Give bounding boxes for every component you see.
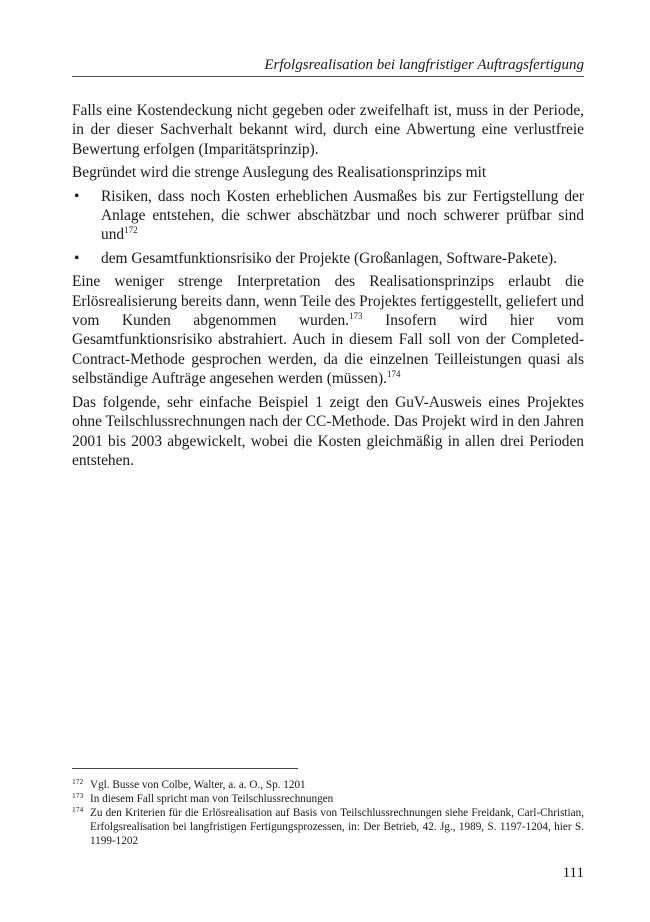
- list-item-risks: [72, 187, 584, 245]
- footnote-ref-174: 174: [386, 369, 401, 380]
- footnote-172: [72, 778, 584, 792]
- running-header: Erfolgsrealisation bei langfristiger Auftragsfertigung: [72, 56, 584, 77]
- paragraph-text: Insofern wird hier vom Gesamtfunktionsrisiko abstrahiert. Auch in diesem Fall soll von der Completed-Contract-Methode gesprochen werden, da die einzelnen Teilleistungen quasi als selbständige Aufträge angesehen werden (müssen).: [72, 312, 584, 388]
- footnote-text: Zu den Kriterien für die Erlösrealisation auf Basis von Teilschlussrechnungen siehe Freidank, Carl-Christian, Erfolgsrealisation bei langfristigen Fertigungsprozessen, in: Der Betrieb, 42. Jg., 1989, S. 1197-1204, hier S. 1199-1202: [90, 807, 584, 847]
- footnote-174: [72, 806, 584, 848]
- footnote-text: In diesem Fall spricht man von Teilschlussrechnungen: [90, 793, 334, 805]
- footnote-number: 173: [72, 791, 84, 800]
- footnotes: [72, 778, 584, 848]
- footnote-ref-173: 173: [349, 311, 363, 322]
- paragraph-reasoning-intro: Begründet wird die strenge Auslegung des Realisationsprinzips mit: [72, 164, 487, 182]
- list-item-text: dem Gesamtfunktionsrisiko der Projekte (Großanlagen, Software-Pakete).: [101, 249, 558, 267]
- reason-list: [72, 187, 584, 269]
- paragraph-text: Eine weniger strenge Interpretation des Realisationsprinzips erlaubt die Erlösrealisierung bereits dann, wenn Teile des Projektes fertiggestellt, geliefert und vom Kunden abgenommen wurden.: [72, 273, 584, 330]
- footnote-separator: [72, 768, 298, 769]
- list-item-text: Risiken, dass noch Kosten erheblichen Ausmaßes bis zur Fertigstellung der Anlage entstehen, die schwer abschätzbar und noch schwerer prüfbar sind und: [101, 187, 584, 244]
- footnote-text: Vgl. Busse von Colbe, Walter, a. a. O., Sp. 1201: [90, 779, 306, 791]
- footnote-173: [72, 792, 584, 806]
- bullet-marker: •: [74, 187, 80, 205]
- list-item-function-risk: [72, 249, 584, 268]
- footnote-ref-172: 172: [124, 225, 138, 236]
- footnote-number: 174: [72, 805, 84, 814]
- bullet-marker: •: [74, 249, 80, 267]
- body-text: [72, 101, 584, 474]
- paragraph-imparity: Falls eine Kostendeckung nicht gegeben oder zweifelhaft ist, muss in der Periode, in der dieser Sachverhalt bekannt wird, durch eine Abwertung eine verlustfreie Bewertung erfolgen (Imparitätsprinzip).: [72, 102, 584, 158]
- paragraph-example-intro: Das folgende, sehr einfache Beispiel 1 zeigt den GuV-Ausweis eines Projektes ohne Teilschlussrechnungen nach der CC-Methode. Das Projekt wird in den Jahren 2001 bis 2003 abgewickelt, wobei die Kosten gleichmäßig in allen drei Perioden entstehen.: [72, 393, 584, 469]
- paragraph-less-strict-interpretation: [72, 272, 584, 388]
- page-number: 111: [562, 865, 584, 881]
- footnote-number: 172: [72, 777, 84, 786]
